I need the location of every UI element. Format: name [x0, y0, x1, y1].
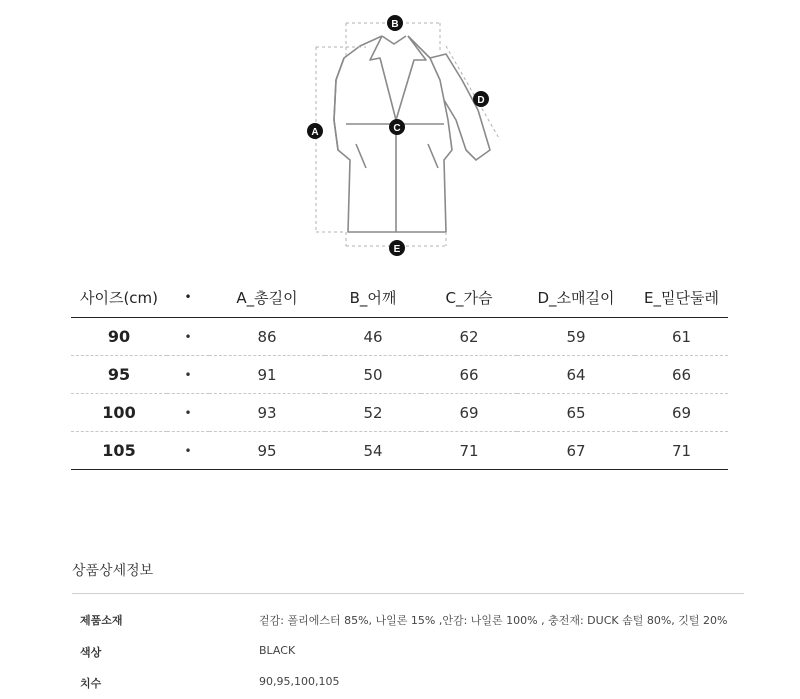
marker-d-icon [473, 91, 489, 107]
info-label: 색상 [80, 646, 102, 659]
info-label: 치수 [80, 677, 102, 690]
svg-text:D: D [477, 95, 485, 106]
table-cell: 61 [635, 318, 728, 356]
table-cell: 64 [517, 356, 635, 394]
header-size: 사이즈(cm) [71, 277, 167, 318]
svg-text:B: B [391, 19, 399, 30]
svg-text:C: C [393, 123, 401, 134]
header-c-chest: C_가슴 [421, 277, 517, 318]
row-dot: • [167, 356, 209, 394]
table-cell: 52 [325, 394, 421, 432]
table-row [71, 356, 728, 394]
table-row [71, 318, 728, 356]
table-cell: 93 [209, 394, 325, 432]
table-cell: 95 [209, 432, 325, 470]
row-dot: • [167, 394, 209, 432]
svg-text:A: A [311, 127, 319, 138]
table-cell: 50 [325, 356, 421, 394]
size-table-header [71, 277, 728, 318]
size-value: 105 [71, 432, 167, 470]
product-info-title: 상품상세정보 [72, 563, 154, 579]
table-row [71, 394, 728, 432]
table-cell: 46 [325, 318, 421, 356]
table-cell: 59 [517, 318, 635, 356]
table-cell: 71 [421, 432, 517, 470]
row-dot: • [167, 318, 209, 356]
table-cell: 54 [325, 432, 421, 470]
marker-e-icon [389, 240, 405, 256]
header-dot: • [167, 277, 209, 318]
info-value: 겉감: 폴리에스터 85%, 나일론 15% ,안감: 나일론 100% , 충전재: DUCK 솜털 80%, 깃털 20% [259, 614, 728, 627]
size-value: 100 [71, 394, 167, 432]
row-dot: • [167, 432, 209, 470]
info-value: 90,95,100,105 [259, 675, 340, 688]
product-info-divider [72, 593, 744, 594]
size-value: 90 [71, 318, 167, 356]
table-cell: 67 [517, 432, 635, 470]
header-d-sleeve: D_소매길이 [517, 277, 635, 318]
header-e-hem: E_밑단둘레 [635, 277, 728, 318]
size-value: 95 [71, 356, 167, 394]
marker-b-icon [387, 15, 403, 31]
coat-measurement-diagram [0, 0, 800, 270]
svg-text:E: E [393, 244, 401, 255]
table-cell: 71 [635, 432, 728, 470]
size-table [71, 277, 728, 470]
table-cell: 86 [209, 318, 325, 356]
table-cell: 66 [635, 356, 728, 394]
table-cell: 69 [635, 394, 728, 432]
measurement-guides [316, 23, 500, 246]
table-cell: 66 [421, 356, 517, 394]
table-cell: 62 [421, 318, 517, 356]
coat-outline [334, 36, 490, 232]
table-cell: 91 [209, 356, 325, 394]
info-value: BLACK [259, 644, 296, 657]
header-b-shoulder: B_어깨 [325, 277, 421, 318]
marker-c-icon [389, 119, 405, 135]
info-label: 제품소재 [80, 614, 123, 627]
table-cell: 65 [517, 394, 635, 432]
header-a-length: A_총길이 [209, 277, 325, 318]
table-cell: 69 [421, 394, 517, 432]
marker-a-icon [307, 123, 323, 139]
table-row [71, 432, 728, 470]
